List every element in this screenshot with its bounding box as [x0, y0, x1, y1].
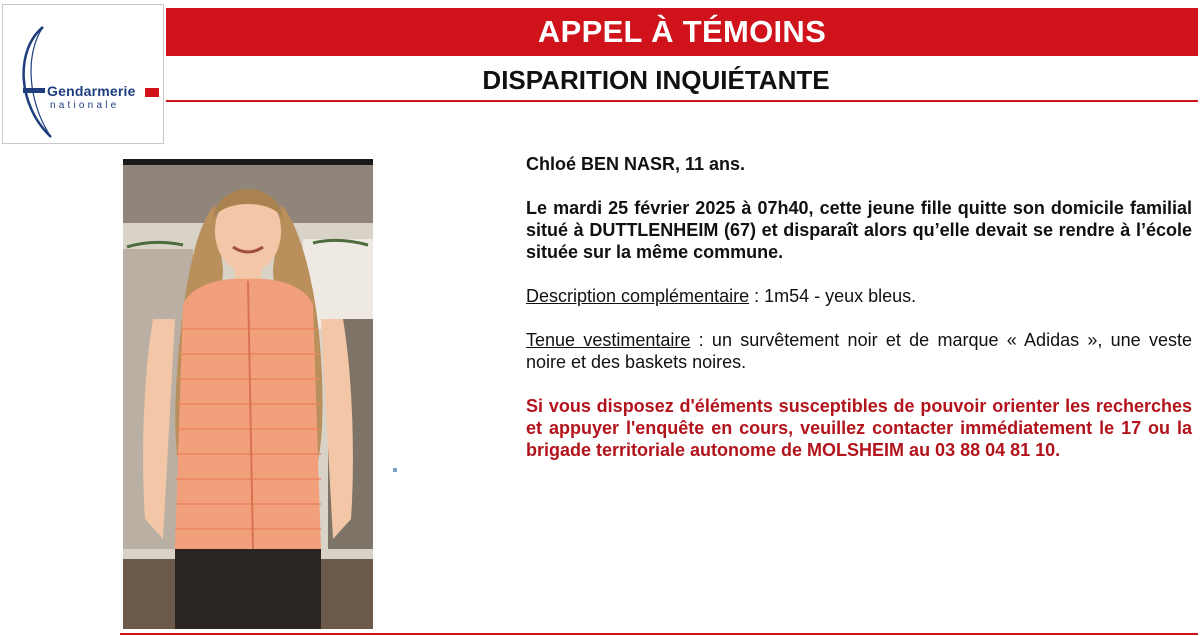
gendarmerie-emblem-icon	[3, 5, 165, 145]
page-title: APPEL À TÉMOINS	[166, 8, 1198, 56]
clothing-value: : un survêtement noir et de marque « Adidas », une veste noire et des baskets noires.	[526, 330, 1192, 372]
appeal-paragraph: Si vous disposez d'éléments susceptibles de pouvoir orienter les recherches et appuyer l'enquête en cours, veuillez contacter immédiatement le 17 ou la brigade territoriale autonome de MOLSHEIM au 03 88 04 81 10.	[526, 396, 1192, 460]
notice-body	[526, 153, 1192, 461]
missing-person-photo	[123, 159, 373, 629]
description-value: : 1m54 - yeux bleus.	[749, 286, 917, 306]
circumstances-paragraph: Le mardi 25 février 2025 à 07h40, cette jeune fille quitte son domicile familial situé à DUTTLENHEIM (67) et disparaît alors qu’elle devait se rendre à l’école située sur la même commune.	[526, 198, 1192, 262]
logo-text-secondary: nationale	[50, 100, 120, 111]
bullet-marker	[393, 468, 397, 472]
description-label: Description complémentaire	[526, 286, 750, 306]
page-subtitle: DISPARITION INQUIÉTANTE	[482, 64, 830, 95]
clothing-paragraph	[526, 329, 1192, 373]
logo-text-primary: Gendarmerie	[47, 83, 136, 99]
portrait-photo-icon	[123, 159, 373, 629]
header-divider	[166, 100, 1198, 102]
gendarmerie-logo	[2, 4, 164, 144]
description-paragraph	[526, 285, 1192, 307]
person-name: Chloé BEN NASR, 11 ans.	[526, 154, 746, 174]
clothing-label: Tenue vestimentaire	[526, 330, 691, 350]
footer-divider	[120, 633, 1198, 635]
